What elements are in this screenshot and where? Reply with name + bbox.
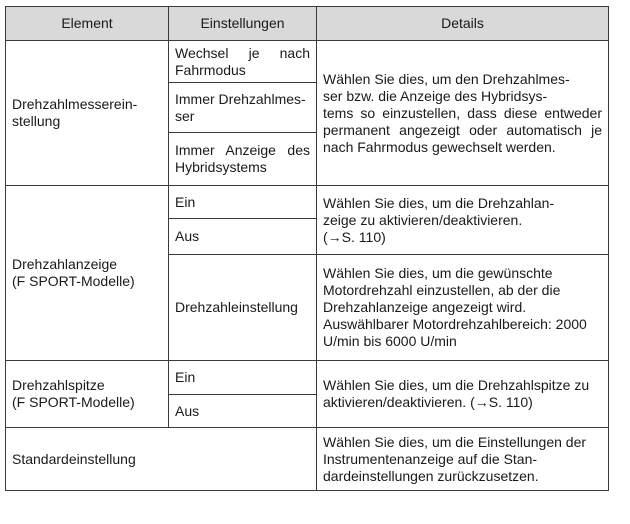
details-drehzahlanzeige-ein-aus: Wählen Sie dies, um die Drehzahlan- zeige zu aktivieren/deaktivieren. (→S. 110) bbox=[323, 194, 555, 245]
setting-cell bbox=[169, 41, 317, 83]
setting-cell bbox=[169, 395, 317, 428]
setting-ein: Ein bbox=[175, 193, 196, 210]
setting-drehzahleinstellung: Drehzahleinstellung bbox=[175, 299, 298, 315]
element-standardeinstellung: Standardeinstellung bbox=[12, 450, 136, 467]
table-row bbox=[6, 41, 609, 83]
settings-table bbox=[5, 6, 609, 491]
setting-wechsel-je-nach-fahrmodus: Wechsel je nach Fahrmodus bbox=[175, 44, 310, 78]
details-cell bbox=[317, 41, 609, 186]
element-drehzahlmessereinstellung: Drehzahlmesserein- stellung bbox=[12, 96, 138, 129]
setting-cell bbox=[169, 255, 317, 361]
details-cell bbox=[317, 361, 609, 428]
table-row bbox=[6, 428, 609, 491]
details-cell bbox=[317, 428, 609, 491]
element-drehzahlspitze: Drehzahlspitze (F SPORT-Modelle) bbox=[12, 377, 135, 410]
header-row bbox=[6, 7, 609, 41]
table-row bbox=[6, 186, 609, 219]
details-standardeinstellung: Wählen Sie dies, um die Einstellungen der Instrumentenanzeige auf die Stan- dardeinstellungen zurückzusetzen. bbox=[323, 433, 587, 484]
setting-aus: Aus bbox=[175, 402, 200, 419]
element-cell bbox=[6, 428, 317, 491]
setting-cell bbox=[169, 83, 317, 133]
element-cell bbox=[6, 41, 169, 186]
details-drehzahlspitze: Wählen Sie dies, um die Drehzahlspitze zu aktivieren/deaktivieren. (→S. 110) bbox=[323, 377, 590, 410]
setting-ein: Ein bbox=[175, 369, 196, 385]
element-drehzahlanzeige: Drehzahlanzeige (F SPORT-Modelle) bbox=[12, 256, 135, 289]
element-cell bbox=[6, 361, 169, 428]
setting-cell bbox=[169, 219, 317, 255]
details-drehzahlmessereinstellung: Wählen Sie dies, um den Drehzahlmes- ser bzw. die Anzeige des Hybridsys- tems so einzustellen, dass diese entweder permanent angezeigt oder automatisch je nach Fahrmodus gewechselt werden. bbox=[323, 70, 602, 155]
details-cell bbox=[317, 255, 609, 361]
setting-immer-drehzahlmesser: Immer Drehzahlmes- ser bbox=[175, 90, 306, 124]
setting-immer-anzeige-hybridsystem: Immer Anzeige des Hybridsystems bbox=[175, 142, 310, 175]
table-row bbox=[6, 361, 609, 395]
details-drehzahleinstellung: Wählen Sie dies, um die gewünschte Motordrehzahl einzustellen, ab der die Drehzahlanzeige angezeigt wird. Auswählbarer Motordrehzahlbereich: 2000 U/min bis 6000 U/min bbox=[323, 265, 587, 349]
header-element: Element bbox=[6, 7, 169, 41]
setting-cell bbox=[169, 361, 317, 395]
header-details: Details bbox=[317, 7, 609, 41]
setting-aus: Aus bbox=[175, 228, 200, 244]
header-einstellungen: Einstellungen bbox=[169, 7, 317, 41]
details-cell bbox=[317, 186, 609, 255]
element-cell bbox=[6, 186, 169, 361]
setting-cell bbox=[169, 133, 317, 186]
setting-cell bbox=[169, 186, 317, 219]
